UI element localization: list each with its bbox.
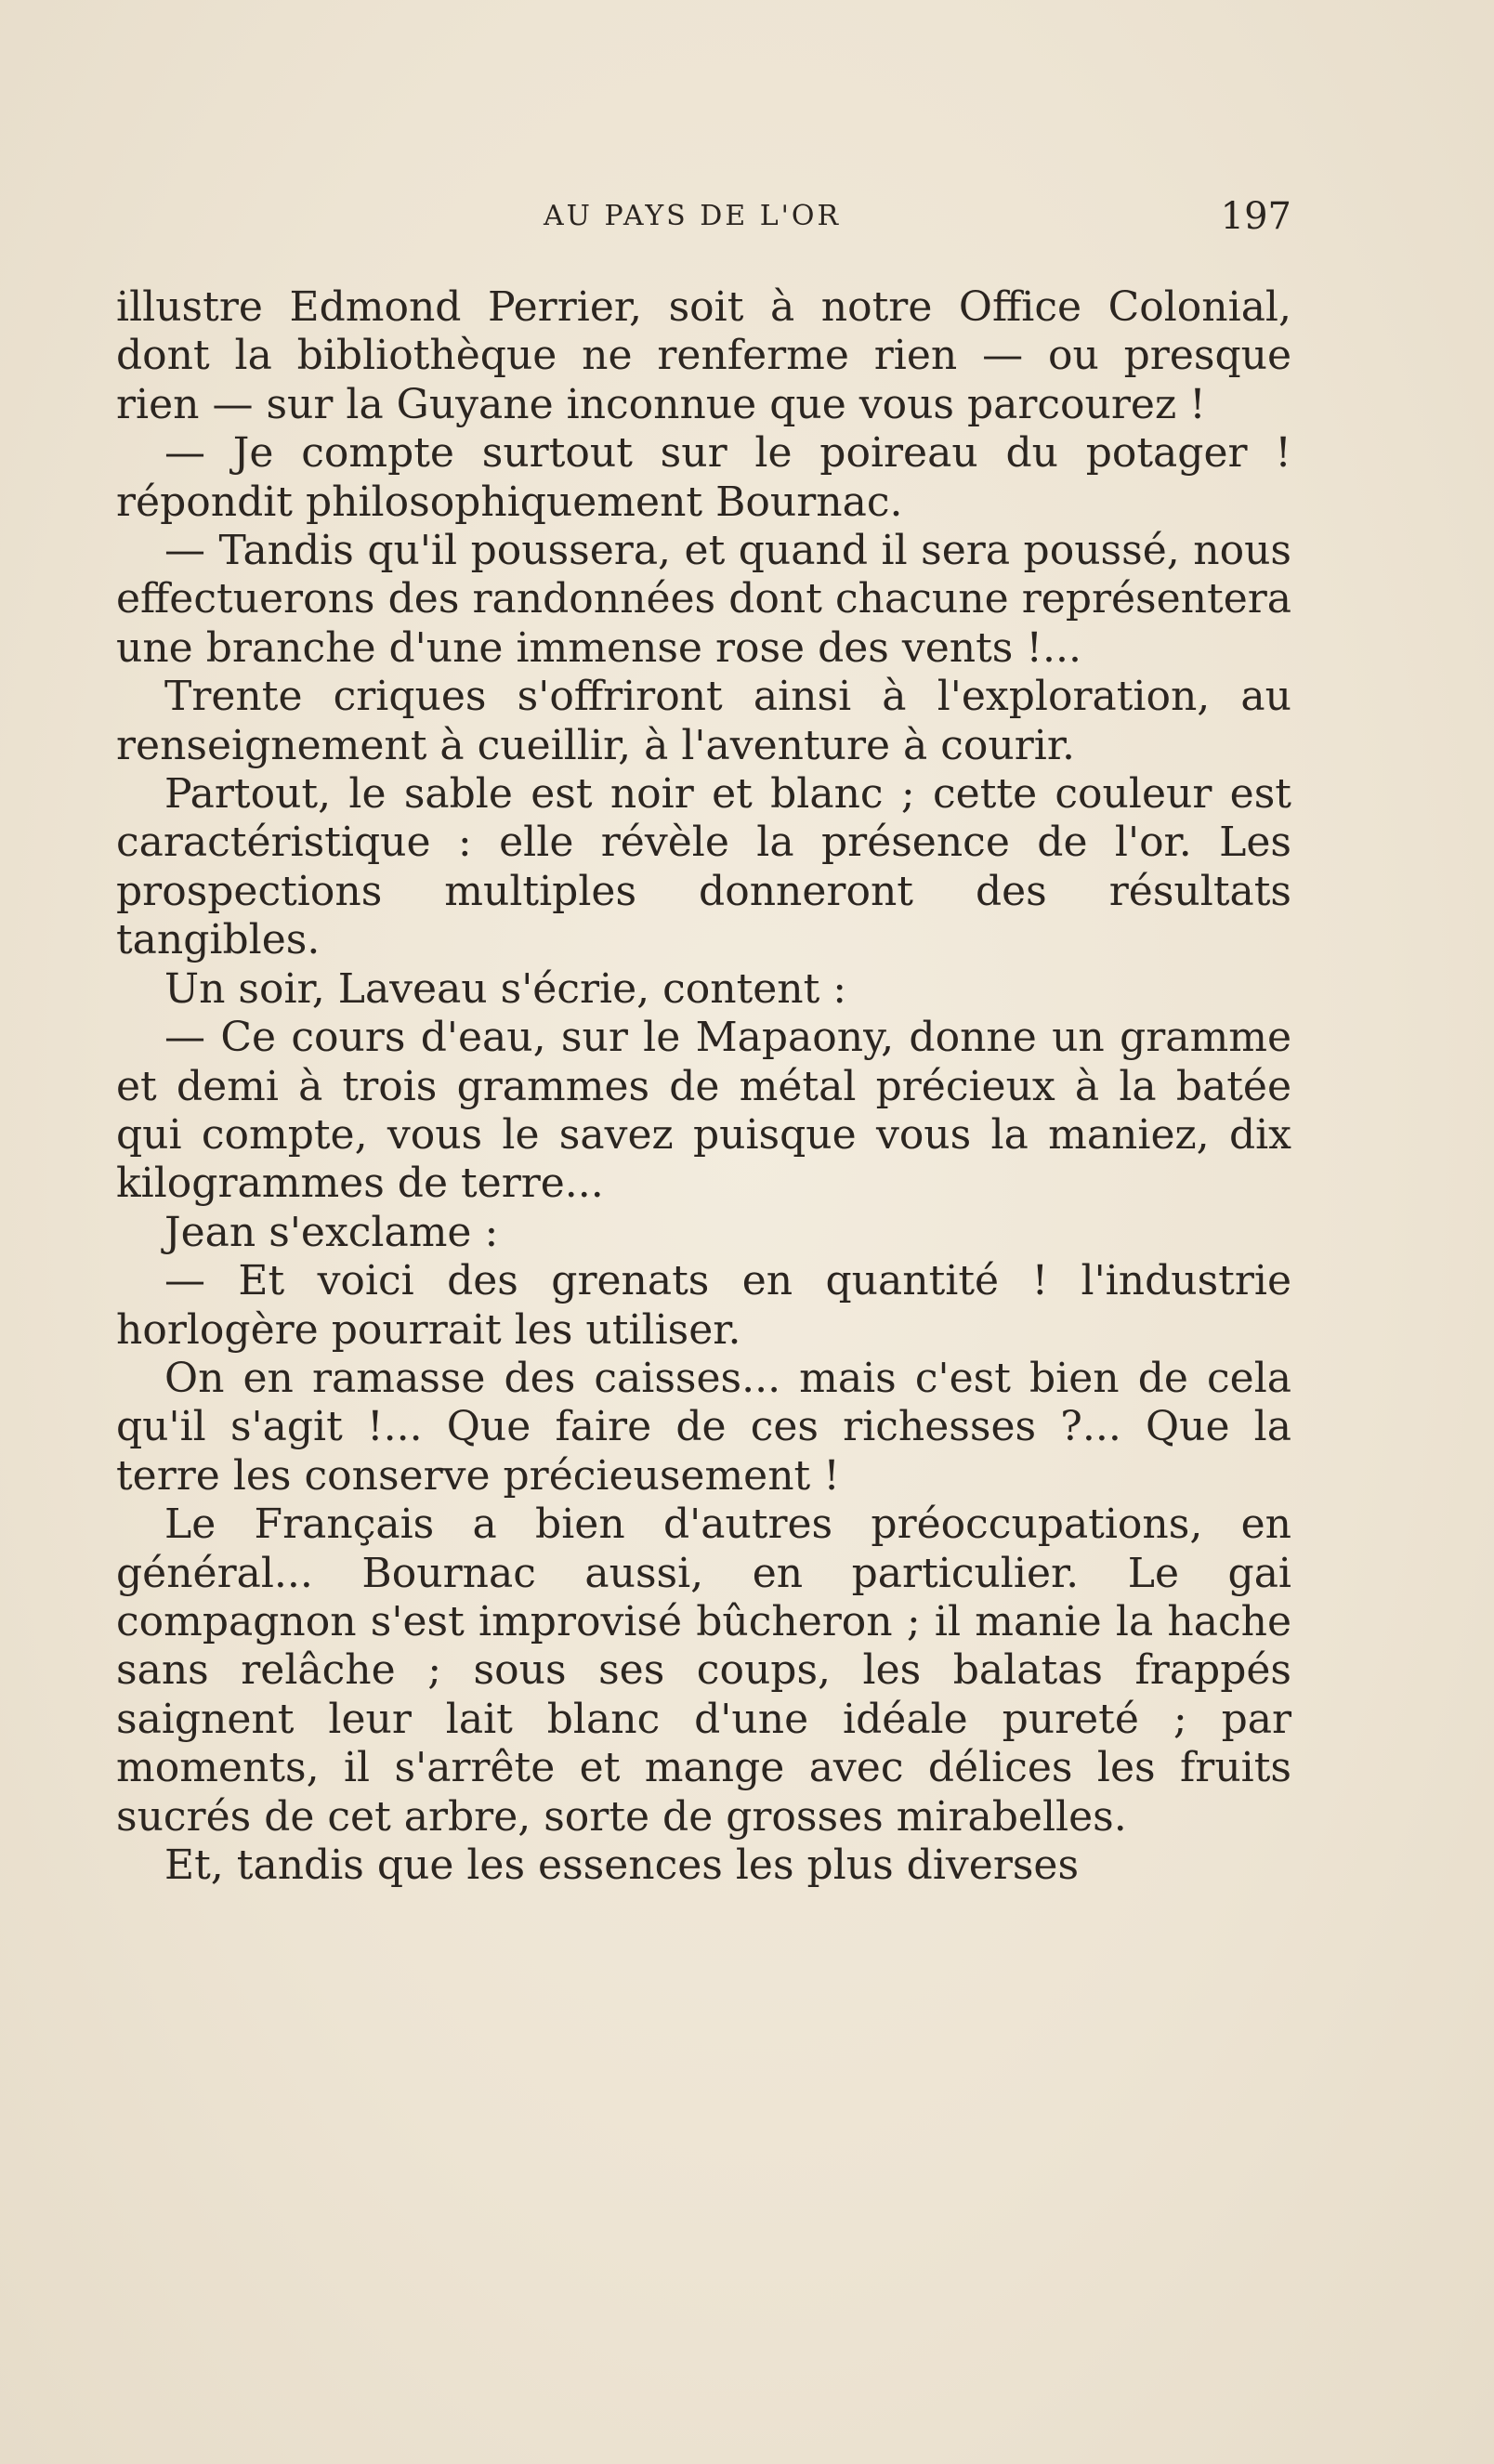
body-text	[116, 283, 1291, 1890]
paragraph: — Tandis qu'il poussera, et quand il sera poussé, nous effectuerons des randonnées dont chacune représentera une branche d'une immense rose des vents !...	[116, 527, 1291, 672]
paragraph: Trente criques s'offriront ainsi à l'exploration, au renseignement à cueillir, à l'aventure à courir.	[116, 673, 1291, 769]
page-header	[116, 193, 1291, 240]
paragraph: Partout, le sable est noir et blanc ; cette couleur est caractéristique : elle révèle la présence de l'or. Les prospections multiples donneront des résultats tangibles.	[116, 770, 1291, 964]
paragraph: Jean s'exclame :	[164, 1208, 499, 1256]
page-number: 197	[1220, 195, 1291, 238]
paragraph: illustre Edmond Perrier, soit à notre Office Colonial, dont la bibliothèque ne renferme rien — ou presque rien — sur la Guyane inconnue que vous parcourez !	[116, 283, 1291, 428]
paragraph: Le Français a bien d'autres préoccupations, en général... Bournac aussi, en particulier. Le gai compagnon s'est improvisé bûcheron ; il manie la hache sans relâche ; sous ses coups, les balatas frappés saignent leur lait blanc d'une idéale pureté ; par moments, il s'arrête et mange avec délices les fruits sucrés de cet arbre, sorte de grosses mirabelles.	[116, 1501, 1291, 1841]
paragraph: — Et voici des grenats en quantité ! l'industrie horlogère pourrait les utiliser.	[116, 1257, 1291, 1354]
paragraph: On en ramasse des caisses... mais c'est bien de cela qu'il s'agit !... Que faire de ces richesses ?... Que la terre les conserve précieusement !	[116, 1354, 1291, 1500]
paragraph: Et, tandis que les essences les plus diverses	[164, 1841, 1080, 1889]
running-title: AU PAYS DE L'OR	[544, 200, 842, 232]
paragraph: — Ce cours d'eau, sur le Mapaony, donne un gramme et demi à trois grammes de métal précieux à la batée qui compte, vous le savez puisque vous la maniez, dix kilogrammes de terre...	[116, 1014, 1291, 1208]
paragraph: Un soir, Laveau s'écrie, content :	[164, 964, 847, 1013]
paragraph: — Je compte surtout sur le poireau du potager ! répondit philosophiquement Bournac.	[116, 429, 1291, 526]
